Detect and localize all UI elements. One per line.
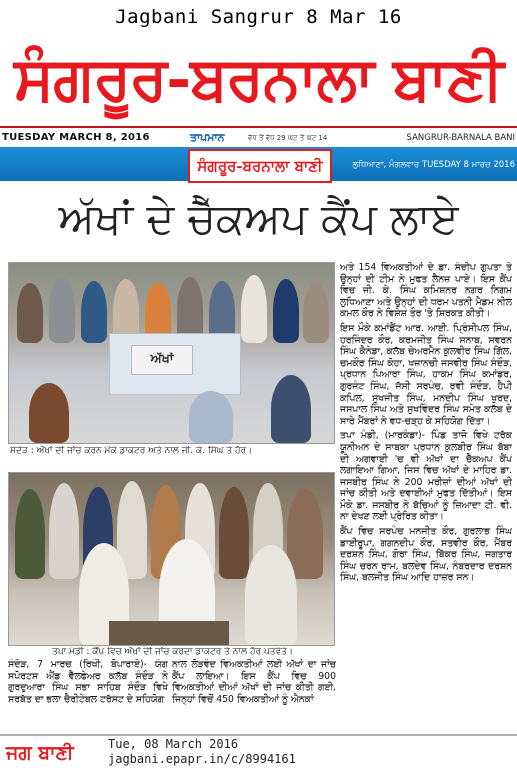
dateline-date: TUESDAY MARCH 8, 2016 — [2, 132, 150, 143]
article-photo-1 — [8, 262, 335, 444]
article-column-bottom-right: ਨਾਲ ਲੋੜਵੰਦ ਵਿਅਕਤੀਆਂ ਲਈ ਅੱਖਾਂ ਦਾ ਜਾਂਚ ਕੈਂਪ ਲਾਇਆ। ਇਸ ਕੈਂਪ ਵਿਚ 900 ਵਿਅਕਤੀਆਂ ਦੀਆਂ ਅੱਖਾਂ ਦੀ ਜਾਂਚ ਕੀਤੀ ਗਈ, ਜਿਨ੍ਹਾਂ ਵਿਚੋਂ 450 ਵਿਅਕਤੀਆਂ ਨੂੰ ਐਨਕਾਂ — [172, 659, 336, 705]
article-paragraph: ਇਸ ਮੌਕੇ ਕਮਾਂਡੈਂਟ ਆਰ. ਆਈ. ਪ੍ਰਿੰਸੀਪਲ ਸਿੰਘ, ਹਰਜਿੰਦਰ ਕੌਰ, ਕਰਮਜੀਤ ਸਿੰਘ ਸਨਾਬ, ਸਵਰਨ ਸਿੰਘ ਕੈਨੇਡਾ, ਕਲੱਬ ਚੇਅਰਮੈਨ ਕੁਲਵੀਰ ਸਿੰਘ ਗਿੱਲ, ਚਮਕੌਰ ਸਿੰਘ ਕੋਹਾ, ਖਜ਼ਾਨਚੀ ਜਸਵੀਰ ਸਿੰਘ ਸੰਦੌੜ, ਪ੍ਰਧਾਨ ਪਿਆਰਾ ਸਿੰਘ, ਹਾਕਮ ਸਿੰਘ ਕਮਾਂਡਰ, ਗੁਰਜੰਟ ਸਿੰਘ, ਜੱਸੀ ਸਰਪੰਚ, ਰਵੀ ਸੰਦੌੜ, ਹੈਪੀ ਕਪਿਲ, ਸੁਖਜੀਤ ਸਿੰਘ, ਮਨਦੀਪ ਸਿੰਘ ਖੁਰਦ, ਜਸਪਾਲ ਸਿੰਘ ਅਤੇ ਸੁਖਵਿੰਦਰ ਸਿੰਘ ਸਮੇਤ ਕਲੱਬ ਦੇ ਸਾਰੇ ਮੈਂਬਰਾਂ ਨੇ ਵਧ-ਚੜ੍ਹ ਕੇ ਸਹਿਯੋਗ ਦਿੱਤਾ। — [340, 322, 512, 427]
temperature-label: ਤਾਪਮਾਨ — [190, 131, 225, 144]
article-headline: ਅੱਖਾਂ ਦੇ ਚੈੱਕਅਪ ਕੈਂਪ ਲਾਏ — [58, 194, 459, 243]
footer-divider — [0, 734, 517, 736]
article-paragraph: ਤਪਾ ਮੰਡੀ, (ਮਾਰਕੰਡਾ)- ਪਿੰਡ ਤਾਜੋ ਵਿਖੇ ਟਰੱਕ ਯੂਨੀਅਨ ਦੇ ਸਾਬਕਾ ਪ੍ਰਧਾਨ ਕੁਲਬੀਰ ਸਿੰਘ ਬੱਬਾ ਦੀ ਅਗਵਾਈ 'ਚ ਵੀ ਅੱਖਾਂ ਦਾ ਚੈੱਕਅਪ ਕੈਂਪ ਲਗਾਇਆ ਗਿਆ, ਜਿਸ ਵਿਚ ਅੱਖਾਂ ਦੇ ਮਾਹਿਰ ਡਾ. ਜਸਬੀਰ ਸਿੰਘ ਨੇ 200 ਮਰੀਜ਼ਾਂ ਦੀਆਂ ਅੱਖਾਂ ਦੀ ਜਾਂਚ ਕੀਤੀ ਅਤੇ ਦਵਾਈਆਂ ਮੁਫਤ ਦਿੱਤੀਆਂ। ਇਸ ਮੌਕੇ ਡਾ. ਜਸਬੀਰ ਨੇ ਬੱਚਿਆਂ ਨੂੰ ਜ਼ਿਆਦਾ ਟੀ. ਵੀ. ਨਾ ਦੇਖਣ ਲਈ ਪ੍ਰੇਰਿਤ ਕੀਤਾ। — [340, 430, 512, 523]
masthead-title: ਸੰਗਰੂਰ-ਬਰਨਾਲਾ ਬਾਣੀ — [14, 44, 503, 114]
band-date: ਲੁਧਿਆਣਾ, ਮੰਗਲਵਾਰ TUESDAY 8 ਮਾਰਚ 2016 — [352, 160, 515, 170]
article-column-bottom-left: ਸੰਦੌੜ, 7 ਮਾਰਚ (ਰਿਖੀ, ਬੋਪਾਰਾਏ)- ਯੰਗ ਸਪੋਰਟਸ ਐਂਡ ਵੈੱਲਫੇਅਰ ਕਲੱਬ ਸੰਦੌੜ ਨੇ ਗੁਰਦੁਆਰਾ ਸਿੰਘ ਸਭਾ ਸਾਹਿਬ ਸੰਦੌੜ ਵਿਖੇ ਸਰਬੱਤ ਦਾ ਭਲਾ ਚੈਰੀਟੇਬਲ ਟਰੱਸਟ ਦੇ ਸਹਿਯੋਗ — [8, 659, 168, 705]
photo-caption-1: ਸੰਦੌੜ : ਅੱਖਾਂ ਦੀ ਜਾਂਚ ਕਰਨ ਮੌਕੇ ਡਾਕਟਰ ਅਤੇ ਨਾਲ ਜੀ. ਕੇ. ਸਿੰਘ ਤੇ ਹੋਰ। — [10, 446, 253, 456]
article-column-right — [340, 262, 512, 730]
footer-logo: ਜਗ ਬਾਣੀ — [6, 742, 74, 764]
article-photo-2 — [8, 472, 335, 646]
dateline-bar — [0, 126, 517, 149]
photo-caption-2: ਤਪਾ ਮੰਡੀ : ਕੈਂਪ ਵਿਚ ਅੱਖਾਂ ਦੀ ਜਾਂਚ ਕਰਦਾ ਡਾਕਟਰ ਤੇ ਨਾਲ ਹੋਰ ਪਤਵੰਤੇ। — [52, 647, 293, 657]
weather-info: ਵੱਧ ਤੋਂ ਵੱਧ 29 ਘੱਟ ਤੋਂ ਘੱਟ 14 — [248, 134, 328, 142]
footer-date: Tue, 08 March 2016 — [108, 737, 239, 751]
section-logo: ਸੰਗਰੂਰ-ਬਰਨਾਲਾ ਬਾਣੀ — [188, 149, 332, 183]
article-paragraph: ਅਤੇ 154 ਵਿਅਕਤੀਆਂ ਦੇ ਡਾ. ਸੰਦੀਪ ਗੁਪਤਾ ਤੇ ਉਨ੍ਹਾਂ ਦੀ ਟੀਮ ਨੇ ਮੁਫਤ ਲੈਨਜ਼ ਪਾਏ। ਇਸ ਕੈਂਪ ਵਿਚ ਜੀ. ਕੇ. ਸਿੰਘ ਕਮਿਸ਼ਨਰ ਨਗਰ ਨਿਗਮ ਲੁਧਿਆਣਾ ਅਤੇ ਉਨ੍ਹਾਂ ਦੀ ਧਰਮ ਪਤਨੀ ਮੈਡਮ ਨੀਲ ਕਮਲ ਕੌਰ ਨੇ ਵਿਸ਼ੇਸ਼ ਤੌਰ 'ਤੇ ਸ਼ਿਰਕਤ ਕੀਤੀ। — [340, 262, 512, 320]
photo1-banner-text: ਅੱਖਾਂ — [131, 345, 193, 375]
footer-url-link[interactable]: jagbani.epapr.in/c/8994161 — [108, 752, 296, 766]
article-paragraph: ਕੈਂਪ ਵਿਚ ਸਰਪੰਚ ਮਨਜੀਤ ਕੌਰ, ਗੁਰਲਾਭ ਸਿੰਘ ਡਾਈਰੂਪਾ, ਗਗਨਦੀਪ ਕੌਰ, ਸਤਵੀਰ ਕੌਰ, ਮੈਂਬਰ ਦਰਸ਼ਨ ਸਿੰਘ, ਗੋਰਾ ਸਿੰਘ, ਬਿੱਕਰ ਸਿੰਘ, ਜਗਤਾਰ ਸਿੰਘ ਚਰਨ ਰਾਮ, ਬਲਦੇਵ ਸਿੰਘ, ਨੰਬਰਦਾਰ ਦਰਸ਼ਨ ਸਿੰਘ, ਬਲਜੀਤ ਸਿੰਘ ਆਦਿ ਹਾਜ਼ਰ ਸਨ। — [340, 526, 512, 584]
clip-title: Jagbani Sangrur 8 Mar 16 — [115, 6, 402, 28]
section-name: SANGRUR-BARNALA BANI — [406, 133, 515, 143]
